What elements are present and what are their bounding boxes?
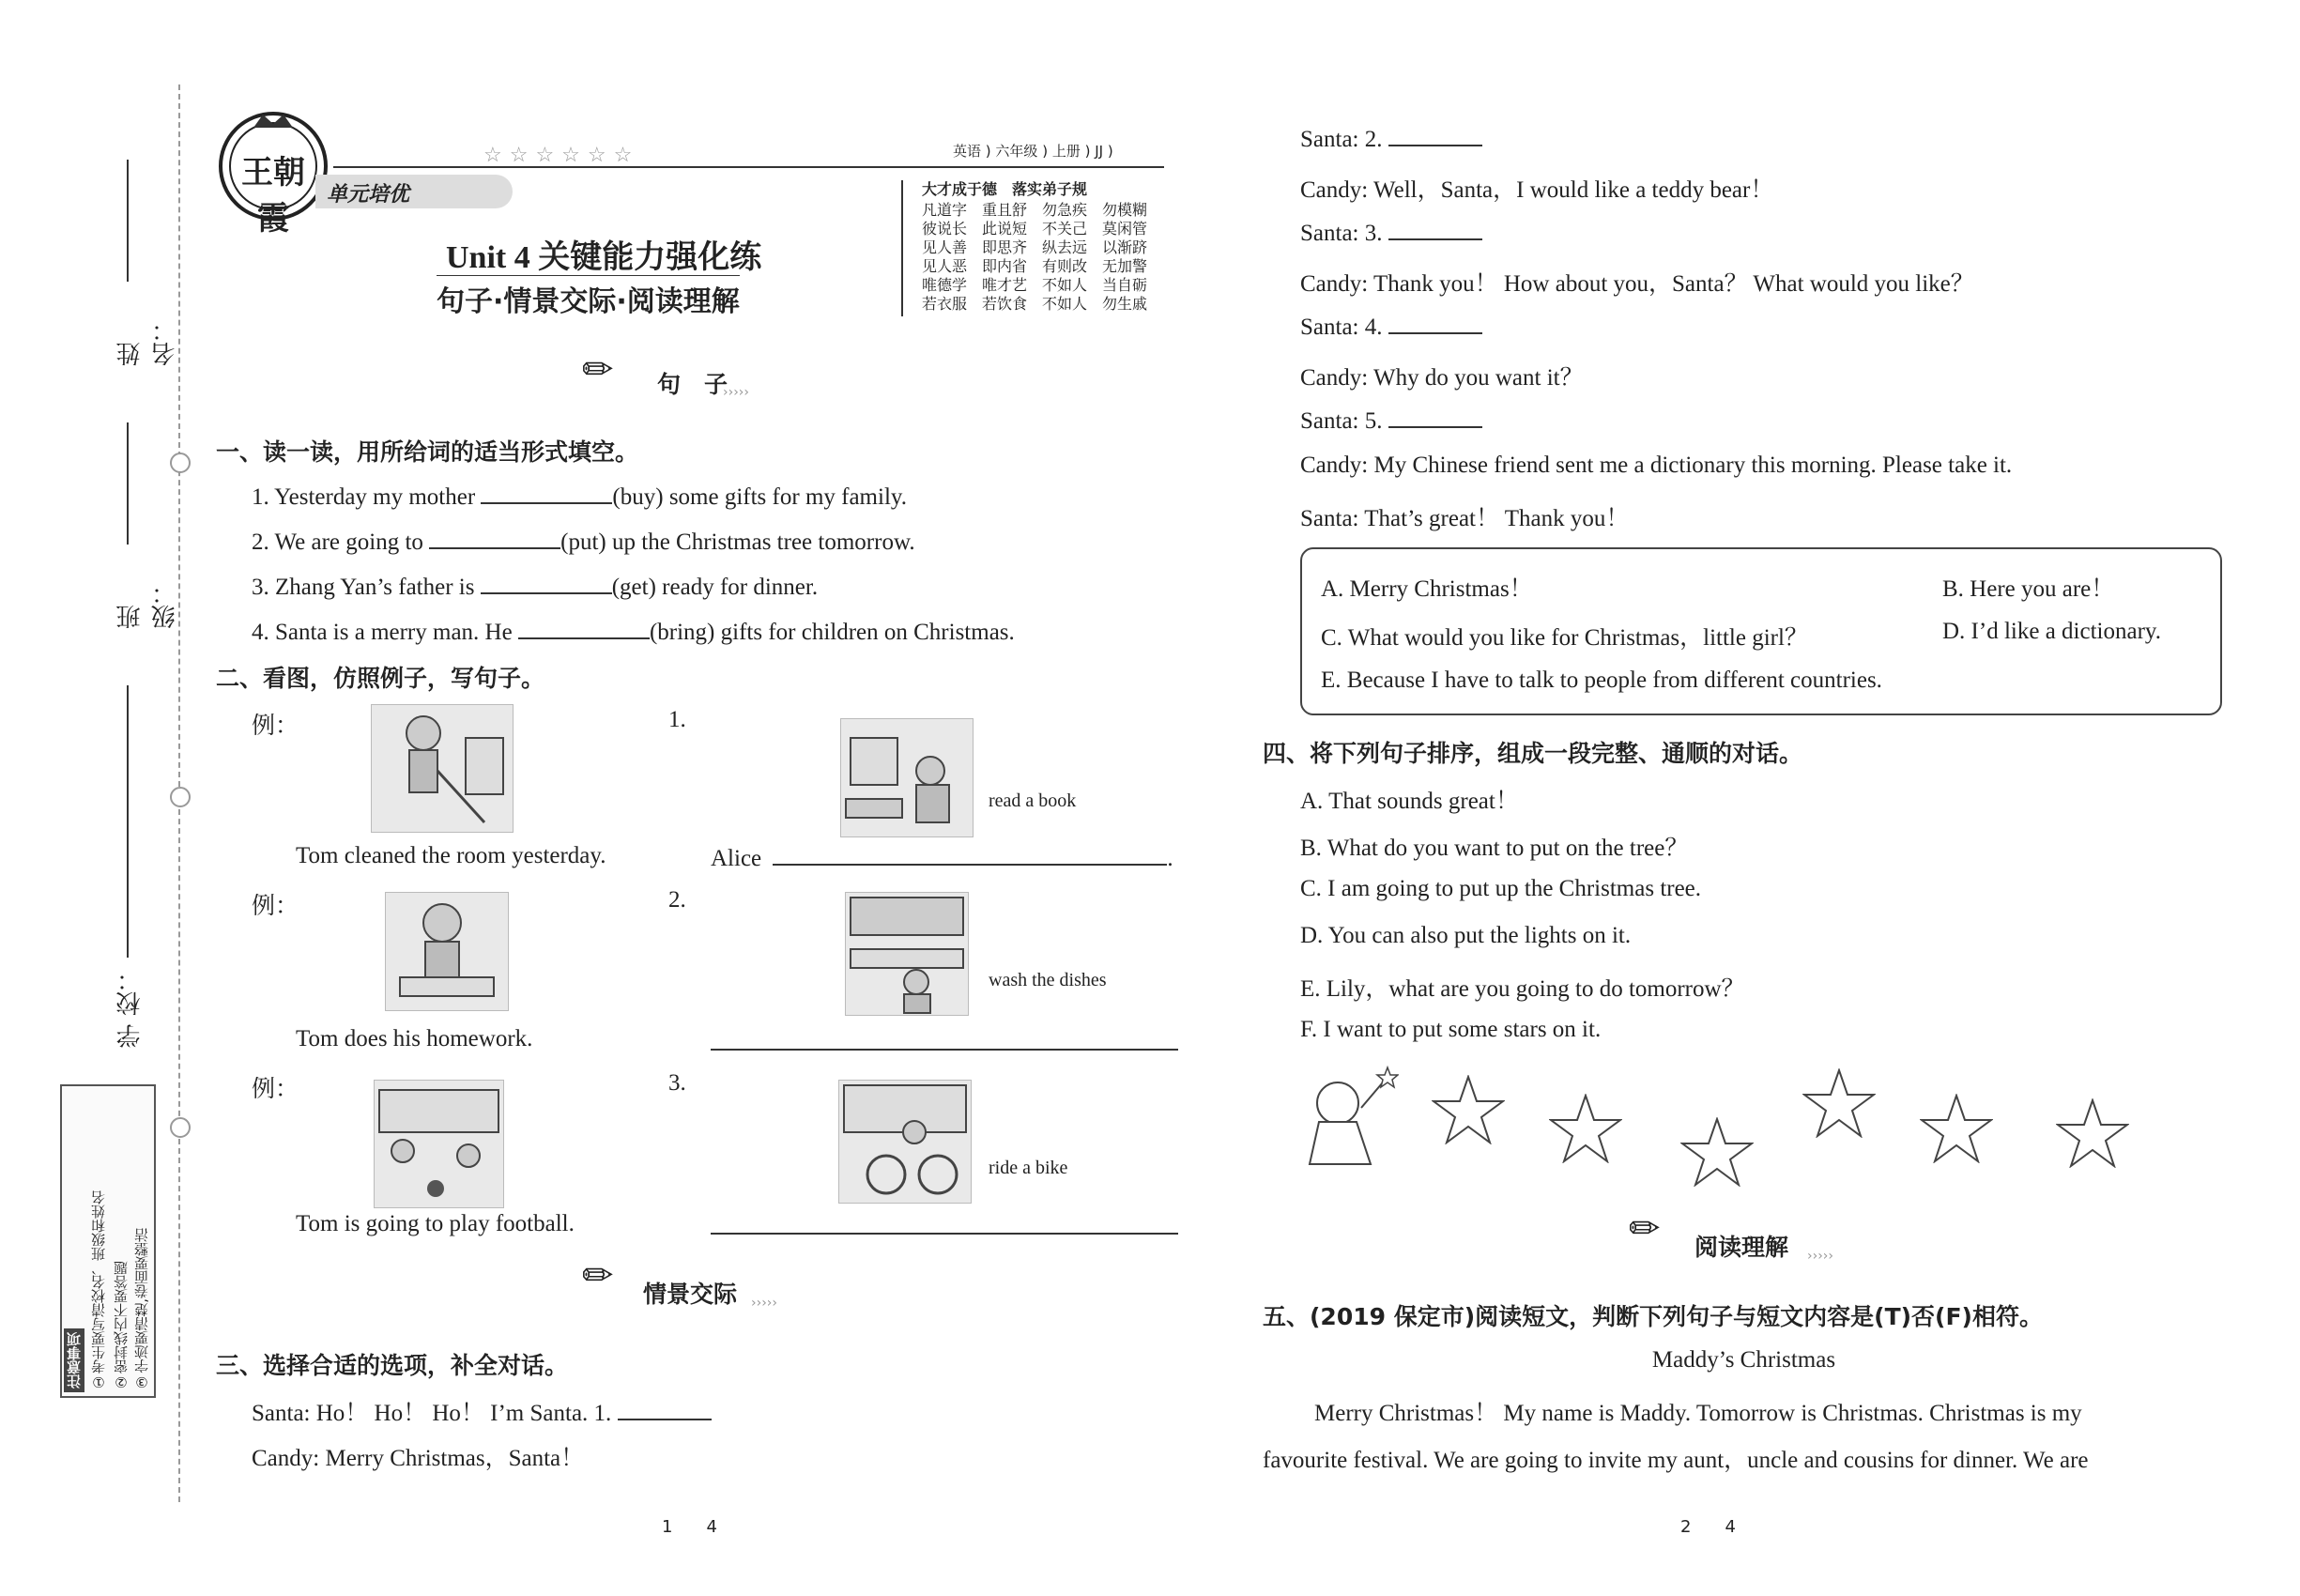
illustration-boy-cleaning xyxy=(371,704,514,833)
brand-logo xyxy=(218,111,329,238)
chevrons-icon: ››››› xyxy=(1807,1249,1833,1264)
example-label: 例： xyxy=(252,714,299,739)
angel-illustration xyxy=(1296,1066,1399,1169)
answer-blank[interactable] xyxy=(429,527,560,549)
dialog-line: Santa: 2. xyxy=(1300,124,1482,153)
notes-item: ③字迹要清楚,卷面要整洁 xyxy=(133,1228,150,1390)
illustration-girl-reading xyxy=(840,718,974,837)
dialog-line: Santa: 3. xyxy=(1300,218,1482,247)
dialog-line: Candy: Merry Christmas，Santa！ xyxy=(252,1446,585,1471)
poem-box xyxy=(901,180,1194,316)
q1-item: 2. We are going to (put) up the Christmas tree tomorrow. xyxy=(252,527,915,556)
answer-blank[interactable] xyxy=(481,572,612,594)
poem-title: 大才成于德 落实弟子规 xyxy=(922,180,1088,198)
option-e[interactable]: E. Because I have to talk to people from different countries. xyxy=(1321,668,1882,693)
dialog-line: Candy: Why do you want it？ xyxy=(1300,365,1584,391)
answer-blank[interactable] xyxy=(1388,406,1482,428)
pencil-icon: ✏ xyxy=(582,348,614,391)
options-box xyxy=(1300,547,2222,715)
example-sentence: Tom is going to play football. xyxy=(296,1211,575,1236)
illustration-ride-bike xyxy=(838,1080,972,1204)
star-icon[interactable] xyxy=(1920,1094,1993,1163)
answer-line: Alice . xyxy=(711,843,1173,872)
option-d[interactable]: D. I’d like a dictionary. xyxy=(1942,619,2162,644)
banner xyxy=(315,175,513,208)
class-label: 班 级： xyxy=(116,580,179,629)
section-header-situation xyxy=(582,1253,826,1310)
option-b[interactable]: B. Here you are！ xyxy=(1942,576,2115,602)
task-number: 1. xyxy=(668,707,686,732)
question-3-title: 三、选择合适的选项，补全对话。 xyxy=(216,1352,569,1379)
dialog-line: Santa: Ho！ Ho！ Ho！ I’m Santa. 1. xyxy=(252,1394,712,1428)
page-number: 2 4 xyxy=(1680,1517,1736,1537)
answer-blank[interactable] xyxy=(1388,124,1482,146)
section-title: 情景交际 xyxy=(643,1281,738,1308)
q4-item: A. That sounds great！ xyxy=(1300,789,1519,814)
notes-item: ②密封线内不要答题 xyxy=(113,1261,130,1390)
q4-item: C. I am going to put up the Christmas tree. xyxy=(1300,876,1702,901)
task-number: 2. xyxy=(668,887,686,913)
answer-blank[interactable] xyxy=(773,843,1167,866)
passage-line: Merry Christmas！ My name is Maddy. Tomorrow is Christmas. Christmas is my xyxy=(1314,1401,2082,1426)
poem-line: 唯德学 唯才艺 不如人 当自砺 xyxy=(922,276,1148,294)
school-field[interactable] xyxy=(113,685,145,1051)
binding-margin xyxy=(0,0,188,1596)
passage-title: Maddy’s Christmas xyxy=(1651,1347,1836,1373)
illustration-boy-homework xyxy=(385,892,509,1011)
q1-item: 4. Santa is a merry man. He (bring) gifts for children on Christmas. xyxy=(252,617,1015,646)
q1-item: 1. Yesterday my mother (buy) some gifts for my family. xyxy=(252,482,907,511)
example-sentence: Tom does his homework. xyxy=(296,1026,533,1051)
dialog-line: Santa: 4. xyxy=(1300,312,1482,341)
task-caption: ride a bike xyxy=(989,1158,1068,1178)
subject-tag: 六年级 xyxy=(995,143,1038,160)
name-field[interactable] xyxy=(113,160,179,366)
illustration-football xyxy=(374,1080,504,1208)
name-label: 姓 名： xyxy=(116,317,179,366)
q4-item: B. What do you want to put on the tree？ xyxy=(1300,836,1689,861)
header-rule xyxy=(333,166,1164,168)
task-number: 3. xyxy=(668,1070,686,1096)
example-label: 例： xyxy=(252,1077,299,1102)
dialog-line: Candy: My Chinese friend sent me a dictionary this morning. Please take it. xyxy=(1300,453,2013,478)
chevrons-icon: ››››› xyxy=(723,385,749,400)
pencil-icon: ✏ xyxy=(582,1254,614,1297)
seal-mark xyxy=(170,1117,191,1138)
q4-item: E. Lily，what are you going to do tomorrow？ xyxy=(1300,976,1745,1002)
star-icon[interactable] xyxy=(1802,1068,1876,1138)
class-field[interactable] xyxy=(113,422,179,629)
question-5-title: 五、(2019 保定市)阅读短文，判断下列句子与短文内容是(T)否(F)相符。 xyxy=(1263,1303,2043,1330)
option-c[interactable]: C. What would you like for Christmas，little girl？ xyxy=(1321,625,1808,651)
star-icon[interactable] xyxy=(2056,1098,2129,1168)
dialog-line: Candy: Thank you！ How about you，Santa？ What would you like？ xyxy=(1300,271,1974,297)
answer-blank[interactable] xyxy=(618,1398,712,1420)
poem-line: 彼说长 此说短 不关己 莫闲管 xyxy=(922,220,1148,238)
answer-blank[interactable] xyxy=(518,617,650,639)
poem-line: 若衣服 若饮食 不如人 勿生戚 xyxy=(922,295,1148,313)
dialog-line: Santa: 5. xyxy=(1300,406,1482,435)
notes-item: ①考生要写清校名、班级和姓名 xyxy=(90,1190,107,1390)
poem-line: 凡道字 重且舒 勿急疾 勿模糊 xyxy=(922,201,1148,219)
example-sentence: Tom cleaned the room yesterday. xyxy=(296,843,606,868)
passage-line: favourite festival. We are going to invite my aunt，uncle and cousins for dinner. We are xyxy=(1263,1448,2089,1473)
subject-tags: 英语 ) 六年级 ) 上册 ) JJ ) xyxy=(953,143,1113,160)
answer-line[interactable] xyxy=(711,1049,1178,1051)
seal-mark xyxy=(170,453,191,473)
answer-line[interactable] xyxy=(711,1233,1178,1235)
q4-item: D. You can also put the lights on it. xyxy=(1300,923,1632,948)
poem-line: 见人恶 即内省 有则改 无加警 xyxy=(922,257,1148,275)
example-label: 例： xyxy=(252,894,299,919)
task-caption: read a book xyxy=(989,790,1077,811)
option-a[interactable]: A. Merry Christmas！ xyxy=(1321,576,1533,602)
question-2-title: 二、看图，仿照例子，写句子。 xyxy=(216,665,545,692)
school-label: 学 校： xyxy=(116,967,145,1049)
star-icon[interactable] xyxy=(1549,1094,1622,1163)
notes-box xyxy=(60,1084,156,1398)
answer-blank[interactable] xyxy=(1388,312,1482,334)
star-icon[interactable] xyxy=(1432,1075,1505,1144)
answer-blank[interactable] xyxy=(481,482,612,504)
poem-line: 见人善 即思齐 纵去远 以渐跻 xyxy=(922,238,1148,256)
section-header-reading xyxy=(1629,1206,1873,1263)
q1-item: 3. Zhang Yan’s father is (get) ready for dinner. xyxy=(252,572,818,601)
seal-mark xyxy=(170,787,191,807)
page-number: 1 4 xyxy=(662,1517,717,1537)
illustration-wash-dishes xyxy=(845,892,969,1016)
pencil-icon: ✏ xyxy=(1629,1207,1661,1250)
subject-tag: 上册 xyxy=(1051,143,1081,160)
question-4-title: 四、将下列句子排序，组成一段完整、通顺的对话。 xyxy=(1263,740,1803,767)
dialog-line: Santa: That’s great！ Thank you！ xyxy=(1300,506,1630,531)
alice-label: Alice xyxy=(711,846,762,871)
subject-tag: 英语 xyxy=(953,143,982,160)
answer-blank[interactable] xyxy=(1388,218,1482,240)
subject-tag: JJ xyxy=(1095,143,1104,160)
dialog-line: Candy: Well，Santa，I would like a teddy bear！ xyxy=(1300,177,1774,203)
question-1-title: 一、读一读，用所给词的适当形式填空。 xyxy=(216,438,639,466)
logo-text: 王朝霞 xyxy=(241,154,305,238)
section-header-sentences xyxy=(582,347,807,404)
chevrons-icon: ››››› xyxy=(751,1296,777,1311)
section-title: 句 子 xyxy=(657,371,728,398)
page-subtitle: 句子·情景交际·阅读理解 xyxy=(437,275,740,319)
notes-title: 注意事项 xyxy=(64,1328,84,1392)
q4-item: F. I want to put some stars on it. xyxy=(1300,1017,1602,1042)
banner-text: 单元培优 xyxy=(327,183,410,207)
page-title: Unit 4 关键能力强化练 xyxy=(446,240,762,275)
task-caption: wash the dishes xyxy=(989,970,1107,990)
section-title: 阅读理解 xyxy=(1694,1234,1789,1261)
rating-stars: ☆☆☆☆☆☆ xyxy=(483,143,640,166)
star-icon[interactable] xyxy=(1680,1117,1754,1187)
